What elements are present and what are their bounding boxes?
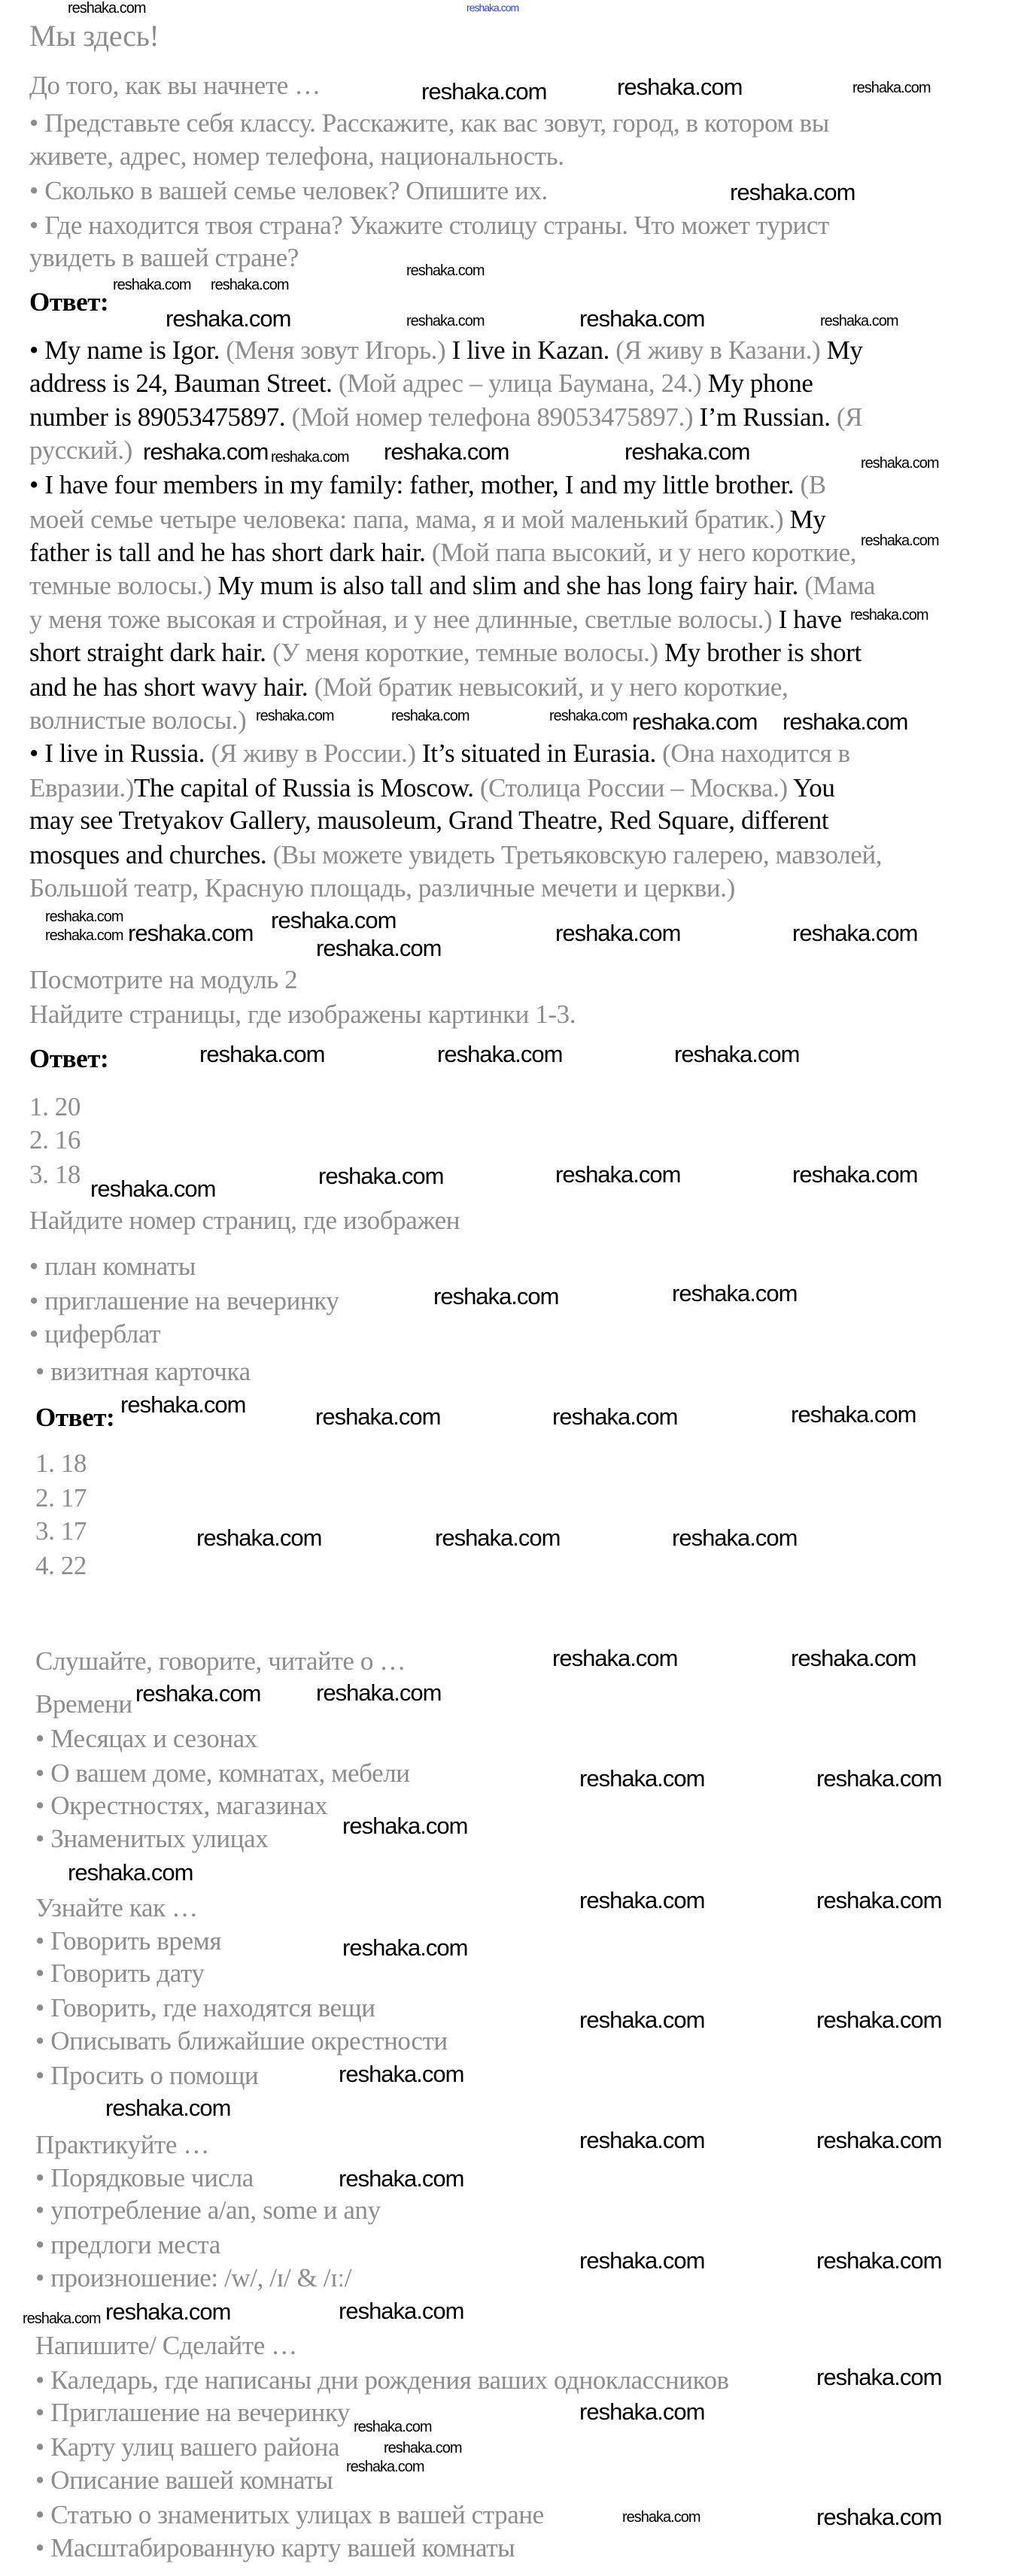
watermark: reshaka.com bbox=[816, 2364, 942, 2390]
watermark: reshaka.com bbox=[816, 2504, 942, 2530]
watermark: reshaka.com bbox=[271, 449, 349, 466]
watermark: reshaka.com bbox=[45, 927, 123, 944]
answer-text: I live in Kazan. bbox=[445, 335, 616, 365]
translation-text: русский.) bbox=[29, 435, 132, 465]
answer-text: • I live in Russia. bbox=[29, 739, 211, 768]
answer-text: I’m Russian. bbox=[693, 402, 837, 432]
watermark: reshaka.com bbox=[135, 1680, 261, 1707]
watermark: reshaka.com bbox=[579, 1887, 705, 1913]
translation-text: (Она находится в bbox=[662, 739, 850, 768]
answer-line bbox=[29, 671, 788, 704]
watermark: reshaka.com bbox=[579, 305, 705, 332]
watermark: reshaka.com bbox=[354, 2419, 432, 2435]
watermark: reshaka.com bbox=[113, 277, 191, 293]
watermark: reshaka.com bbox=[166, 305, 291, 332]
answer-text: My bbox=[820, 335, 863, 365]
translation-text: (Мама bbox=[804, 571, 876, 600]
list-item: • предлоги места bbox=[35, 2230, 220, 2259]
watermark: reshaka.com bbox=[315, 1403, 441, 1430]
watermark: reshaka.com bbox=[782, 708, 908, 735]
translation-text: у меня тоже высокая и стройная, и у нее длинные, светлые волосы.) bbox=[29, 605, 773, 634]
answer-line bbox=[29, 603, 842, 636]
list-item: • Масштабированную карту вашей комнаты bbox=[35, 2533, 515, 2562]
answer-line bbox=[29, 569, 875, 602]
watermark: reshaka.com bbox=[316, 1679, 442, 1706]
list-item: • Порядковые числа bbox=[35, 2163, 254, 2192]
list-item: • Статью о знаменитых улицах в вашей стране bbox=[35, 2500, 544, 2529]
translation-text: (В bbox=[800, 470, 826, 499]
list-item: • Приглашение на вечеринку bbox=[35, 2398, 351, 2427]
answer-text: father is tall and he has short dark hair. bbox=[29, 538, 432, 567]
watermark: reshaka.com bbox=[211, 277, 289, 293]
watermark: reshaka.com bbox=[143, 438, 269, 465]
answer-line bbox=[29, 503, 825, 536]
task-line: • Где находится твоя страна? Укажите столицу страны. Что может турист bbox=[29, 211, 829, 240]
answer-text: address is 24, Bauman Street. bbox=[29, 369, 339, 398]
watermark: reshaka.com bbox=[791, 1401, 916, 1428]
list-item: • Говорить время bbox=[35, 1926, 222, 1956]
answer-line bbox=[29, 536, 856, 569]
watermark: reshaka.com bbox=[852, 80, 931, 96]
answer-line bbox=[29, 704, 246, 737]
translation-text: (Вы можете увидеть Третьяковскую галерею, мавзолей, bbox=[272, 840, 883, 869]
watermark: reshaka.com bbox=[346, 2459, 424, 2475]
watermark: reshaka.com bbox=[672, 1280, 798, 1306]
watermark: reshaka.com bbox=[339, 2061, 464, 2087]
answer-item: 2. 16 bbox=[29, 1125, 81, 1154]
section-heading: Напишите/ Сделайте … bbox=[35, 2331, 297, 2360]
watermark: reshaka.com bbox=[579, 2399, 705, 2425]
watermark: reshaka.com bbox=[271, 907, 397, 933]
answer-line bbox=[29, 772, 834, 805]
answer-item: 3. 17 bbox=[35, 1516, 87, 1546]
section-heading: До того, как вы начнете … bbox=[29, 71, 321, 100]
watermark: reshaka.com bbox=[105, 2298, 231, 2325]
translation-text: темные волосы.) bbox=[29, 571, 212, 600]
answer-line bbox=[29, 401, 862, 434]
watermark: reshaka.com bbox=[406, 262, 485, 279]
task-line: • Представьте себя классу. Расскажите, как вас зовут, город, в котором вы bbox=[29, 108, 829, 138]
task-line: живете, адрес, номер телефона, национальность. bbox=[29, 141, 564, 171]
watermark: reshaka.com bbox=[196, 1525, 322, 1551]
watermark: reshaka.com bbox=[820, 313, 898, 329]
answer-text: number is 89053475897. bbox=[29, 402, 292, 432]
watermark: reshaka.com bbox=[555, 920, 681, 946]
answer-text: My phone bbox=[701, 369, 813, 398]
list-item: • произношение: /w/, /ɪ/ & /ɪː/ bbox=[35, 2263, 352, 2292]
watermark: reshaka.com bbox=[622, 2509, 700, 2526]
translation-text: (Я bbox=[836, 402, 863, 432]
header-watermark: reshaka.com bbox=[466, 2, 519, 14]
answer-line bbox=[29, 636, 862, 669]
watermark: reshaka.com bbox=[128, 920, 254, 946]
watermark: reshaka.com bbox=[816, 1887, 942, 1913]
watermark: reshaka.com bbox=[105, 2095, 231, 2121]
answer-line bbox=[29, 334, 862, 367]
translation-text: (Я живу в России.) bbox=[211, 739, 416, 768]
list-item: • употребление a/an, some и any bbox=[35, 2195, 381, 2225]
watermark: reshaka.com bbox=[391, 708, 469, 724]
watermark: reshaka.com bbox=[552, 1403, 678, 1430]
list-item: • Месяцах и сезонах bbox=[35, 1724, 257, 1753]
watermark: reshaka.com bbox=[617, 74, 743, 100]
answer-text: My brother is short bbox=[658, 638, 862, 667]
watermark: reshaka.com bbox=[816, 1765, 942, 1792]
answer-line bbox=[29, 434, 132, 467]
answer-text: short straight dark hair. bbox=[29, 638, 273, 667]
watermark: reshaka.com bbox=[435, 1525, 561, 1551]
list-item: • циферблат bbox=[29, 1319, 161, 1349]
watermark: reshaka.com bbox=[816, 2127, 942, 2153]
answer-text: It’s situated in Eurasia. bbox=[415, 739, 663, 768]
answer-text: My bbox=[783, 505, 826, 534]
watermark: reshaka.com bbox=[861, 455, 939, 472]
watermark: reshaka.com bbox=[624, 438, 750, 465]
answer-item: 3. 18 bbox=[29, 1160, 81, 1189]
answer-line bbox=[29, 469, 826, 502]
section-heading: Практикуйте … bbox=[35, 2130, 209, 2159]
watermark: reshaka.com bbox=[342, 1813, 468, 1839]
list-item: • Карту улиц вашего района bbox=[35, 2432, 340, 2462]
translation-text: (Мой папа высокий, и у него короткие, bbox=[431, 538, 857, 567]
task-line: Найдите страницы, где изображены картинки 1-3. bbox=[29, 1000, 576, 1029]
watermark: reshaka.com bbox=[552, 1645, 678, 1671]
answer-line bbox=[29, 737, 850, 770]
section-heading: Слушайте, говорите, читайте о … bbox=[35, 1646, 406, 1676]
answer-text: My mum is also tall and slim and she has long fairy hair. bbox=[211, 571, 805, 600]
watermark: reshaka.com bbox=[406, 313, 485, 329]
answer-item: 4. 22 bbox=[35, 1551, 87, 1580]
watermark: reshaka.com bbox=[68, 1859, 193, 1886]
watermark: reshaka.com bbox=[672, 1525, 798, 1551]
answer-text: and he has short wavy hair. bbox=[29, 672, 315, 702]
list-item: • Знаменитых улицах bbox=[35, 1824, 269, 1853]
answer-label: Ответ: bbox=[29, 287, 109, 317]
watermark: reshaka.com bbox=[579, 2247, 705, 2274]
list-item: • Описывать ближайшие окрестности bbox=[35, 2026, 448, 2056]
list-item: • план комнаты bbox=[29, 1252, 196, 1281]
section-heading: Посмотрите на модуль 2 bbox=[29, 965, 298, 994]
answer-text: may see Tretyakov Gallery, mausoleum, Grand Theatre, Red Square, different bbox=[29, 806, 829, 835]
watermark: reshaka.com bbox=[23, 2311, 101, 2327]
watermark: reshaka.com bbox=[792, 920, 918, 946]
watermark: reshaka.com bbox=[339, 2298, 464, 2324]
list-item: • О вашем доме, комнатах, мебели bbox=[35, 1758, 410, 1788]
watermark: reshaka.com bbox=[861, 532, 939, 549]
watermark: reshaka.com bbox=[68, 0, 146, 17]
answer-line bbox=[29, 872, 735, 905]
answer-text: • My name is Igor. bbox=[29, 335, 226, 365]
translation-text: Евразии.) bbox=[29, 773, 135, 803]
watermark: reshaka.com bbox=[850, 607, 928, 624]
task-line: увидеть в вашей стране? bbox=[29, 243, 299, 272]
watermark: reshaka.com bbox=[384, 438, 509, 465]
section-heading: Найдите номер страниц, где изображен bbox=[29, 1206, 460, 1235]
watermark: reshaka.com bbox=[199, 1041, 325, 1067]
watermark: reshaka.com bbox=[384, 2440, 462, 2456]
translation-text: (Я живу в Казани.) bbox=[615, 335, 821, 365]
watermark: reshaka.com bbox=[90, 1176, 216, 1202]
watermark: reshaka.com bbox=[555, 1161, 681, 1188]
watermark: reshaka.com bbox=[579, 2127, 705, 2153]
answer-line bbox=[29, 839, 882, 872]
translation-text: (Мой братик невысокий, и у него короткие, bbox=[314, 672, 789, 702]
answer-item: 1. 20 bbox=[29, 1092, 81, 1121]
list-item: • Каледарь, где написаны дни рождения ваших одноклассников bbox=[35, 2365, 729, 2395]
list-item: • Описание вашей комнаты bbox=[35, 2465, 333, 2495]
answer-text: I have bbox=[772, 605, 842, 634]
watermark: reshaka.com bbox=[437, 1041, 563, 1067]
watermark: reshaka.com bbox=[256, 708, 334, 724]
translation-text: (Меня зовут Игорь.) bbox=[226, 335, 446, 365]
translation-text: (У меня короткие, темные волосы.) bbox=[272, 638, 658, 667]
translation-text: моей семье четыре человека: папа, мама, я и мой маленький братик.) bbox=[29, 505, 784, 534]
list-item: • Говорить дату bbox=[35, 1959, 205, 1988]
watermark: reshaka.com bbox=[579, 2007, 705, 2033]
answer-text: You bbox=[787, 773, 835, 803]
list-item: • Окрестностях, магазинах bbox=[35, 1791, 328, 1820]
translation-text: (Мой адрес – улица Баумана, 24.) bbox=[338, 369, 702, 398]
watermark: reshaka.com bbox=[549, 708, 628, 724]
watermark: reshaka.com bbox=[45, 909, 123, 925]
answer-text: mosques and churches. bbox=[29, 840, 273, 869]
watermark: reshaka.com bbox=[816, 2007, 942, 2033]
answer-line bbox=[29, 804, 828, 837]
list-item: • Просить о помощи bbox=[35, 2061, 259, 2090]
answer-item: 2. 17 bbox=[35, 1483, 87, 1513]
answer-item: 1. 18 bbox=[35, 1449, 87, 1478]
translation-text: волнистые волосы.) bbox=[29, 705, 247, 735]
answer-label: Ответ: bbox=[35, 1403, 115, 1432]
watermark: reshaka.com bbox=[792, 1161, 918, 1188]
section-subheading: Времени bbox=[35, 1689, 132, 1719]
watermark: reshaka.com bbox=[316, 935, 442, 961]
translation-text: (Столица России – Москва.) bbox=[479, 773, 788, 803]
watermark: reshaka.com bbox=[120, 1391, 246, 1418]
list-item: • приглашение на вечеринку bbox=[29, 1286, 339, 1315]
watermark: reshaka.com bbox=[339, 2165, 464, 2192]
watermark: reshaka.com bbox=[433, 1283, 559, 1309]
answer-text: The capital of Russia is Moscow. bbox=[134, 773, 480, 803]
list-item: • визитная карточка bbox=[35, 1357, 251, 1386]
watermark: reshaka.com bbox=[816, 2247, 942, 2274]
watermark: reshaka.com bbox=[730, 179, 855, 205]
watermark: reshaka.com bbox=[674, 1041, 800, 1067]
section-heading: Узнайте как … bbox=[35, 1893, 198, 1922]
task-line: • Сколько в вашей семье человек? Опишите их. bbox=[29, 176, 548, 205]
translation-text: (Мой номер телефона 89053475897.) bbox=[291, 402, 694, 432]
answer-text: • I have four members in my family: father, mother, I and my little brother. bbox=[29, 470, 801, 499]
list-item: • Говорить, где находятся вещи bbox=[35, 1993, 375, 2022]
watermark: reshaka.com bbox=[791, 1645, 916, 1671]
page-title: Мы здесь! bbox=[29, 19, 160, 53]
watermark: reshaka.com bbox=[632, 708, 758, 735]
watermark: reshaka.com bbox=[421, 78, 547, 105]
watermark: reshaka.com bbox=[318, 1163, 444, 1189]
watermark: reshaka.com bbox=[342, 1934, 468, 1961]
answer-label: Ответ: bbox=[29, 1044, 109, 1073]
answer-line bbox=[29, 367, 813, 400]
translation-text: Большой театр, Красную площадь, различные мечети и церкви.) bbox=[29, 873, 735, 903]
watermark: reshaka.com bbox=[579, 1765, 705, 1792]
